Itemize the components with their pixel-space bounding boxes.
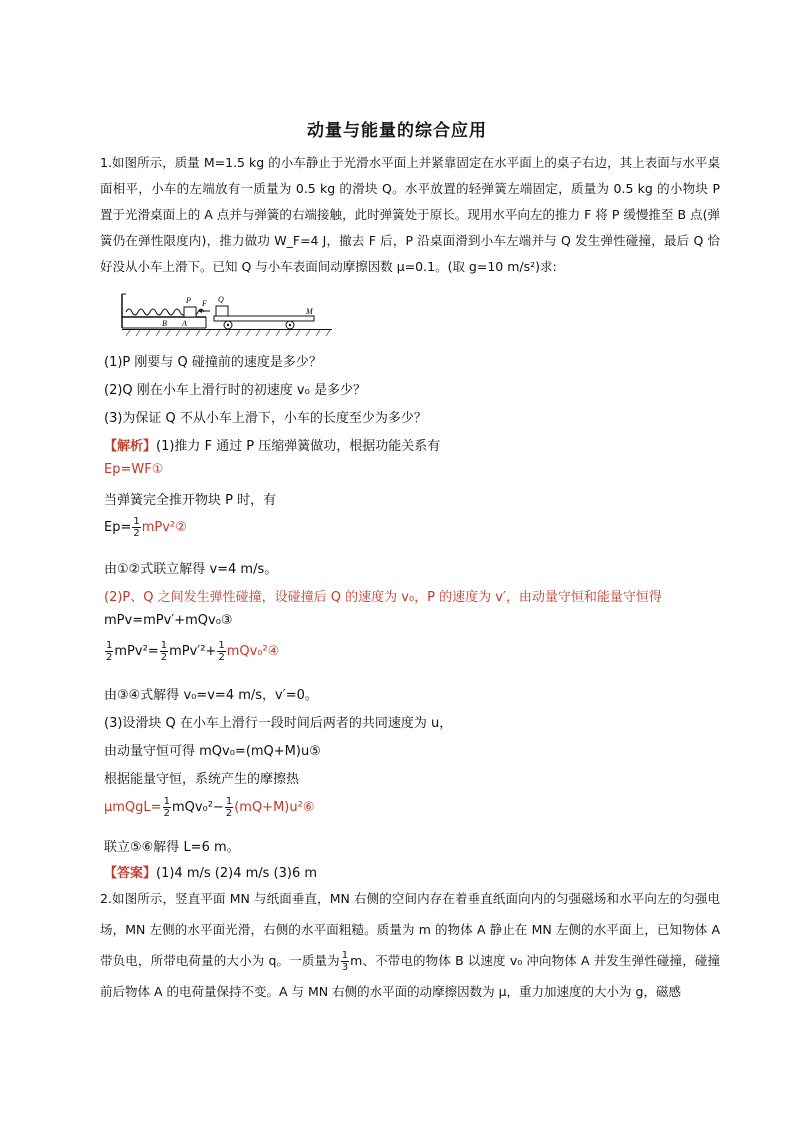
label-Q: Q bbox=[218, 295, 224, 304]
fraction-half: $\frac{1}{2}$ bbox=[225, 796, 233, 819]
analysis-step-5: 由③④式解得 v₀=v=4 m/s，v′=0。 bbox=[104, 688, 318, 703]
equation-1: Ep=WF① bbox=[104, 462, 164, 477]
fraction-half: $\frac{1}{2}$ bbox=[163, 796, 170, 819]
fraction-half: $\frac{1}{2}$ bbox=[106, 640, 113, 663]
equation-2-right: mPv²② bbox=[141, 520, 187, 535]
fraction-half: $\frac{1}{2}$ bbox=[160, 640, 168, 663]
analysis-step-1 bbox=[104, 435, 440, 454]
label-B: B bbox=[162, 319, 167, 328]
equation-3: mPv=mPv′+mQv₀③ bbox=[104, 613, 233, 628]
answer-line bbox=[104, 862, 317, 881]
analysis-step-7: 由动量守恒可得 mQv₀=(mQ+M)u⑤ bbox=[104, 744, 321, 759]
analysis-tag: 【解析】 bbox=[104, 439, 157, 454]
analysis-step-6: (3)设滑块 Q 在小车上滑行一段时间后两者的共同速度为 u， bbox=[104, 716, 453, 731]
problem1-statement: 1.如图所示，质量 M=1.5 kg 的小车静止于光滑水平面上并紧靠固定在水平面上的桌子右边，其上表面与水平桌面相平，小车的左端放有一质量为 0.5 kg 的滑块 Q。水平放置的轻弹簧左端固定，质量为 0.5 kg 的小物块 P 置于光滑桌面上的 A 点并与弹簧的右端接触，此时弹簧处于原长。现用水平向左的推力 F 将 P 缓慢推至 B 点(弹簧仍在弹性限度内)，推力做功 W_F=4 J，撤去 F 后，P 沿桌面滑到小车左端并与 Q 发生弹性碰撞，最后 Q 恰好没从小车上滑下。已知 Q 与小车表面间动摩擦因数 μ=0.1。(取 g=10 m/s²)求: bbox=[100, 155, 720, 274]
answer-tag: 【答案】 bbox=[104, 866, 157, 881]
equation-6: μmQgL= $\frac{1}{2}$ mQv₀²− $\frac{1}{2}$ (mQ+M)u²⑥ bbox=[104, 796, 315, 819]
analysis-text-1: (1)推力 F 通过 P 压缩弹簧做功，根据功能关系有 bbox=[156, 439, 441, 454]
label-A: A bbox=[182, 319, 187, 328]
label-P: P bbox=[186, 296, 191, 305]
analysis-step-2: 当弹簧完全推开物块 P 时，有 bbox=[104, 493, 277, 508]
problem2-statement: 2.如图所示，竖直平面 MN 与纸面垂直，MN 右侧的空间内存在着垂直纸面向内的匀强磁场和水平向左的匀强电场，MN 左侧的水平面光滑，右侧的水平面粗糙。质量为 m 的物体 A 静止在 MN 左侧的水平面上，已知物体 A 带负电，所带电荷量的大小为 q。一质量为 $\frac{1}{3}$ m、不带电的物体 B 以速度 v₀ 冲向物体 A 并发生弹性碰撞，碰撞前后物体 A 的电荷量保持不变。A 与 MN 右侧的水平面的动摩擦因数为 μ，重力加速度的大小为 g，磁感 bbox=[100, 891, 720, 999]
equation-2-left: Ep= bbox=[104, 520, 132, 535]
fraction-one-third: $\frac{1}{3}$ bbox=[341, 950, 349, 973]
analysis-step-9: 联立⑤⑥解得 L=6 m。 bbox=[104, 840, 240, 855]
analysis-step-8: 根据能量守恒，系统产生的摩擦热 bbox=[104, 772, 300, 787]
fraction-half: $\frac{1}{2}$ bbox=[218, 640, 225, 663]
analysis-step-3: 由①②式联立解得 v=4 m/s。 bbox=[104, 562, 278, 577]
fraction-half: $\frac{1}{2}$ bbox=[133, 516, 140, 539]
question-1: (1)P 刚要与 Q 碰撞前的速度是多少？ bbox=[104, 355, 322, 370]
question-3: (3)为保证 Q 不从小车上滑下，小车的长度至少为多少？ bbox=[104, 411, 427, 426]
question-2: (2)Q 刚在小车上滑行时的初速度 v₀ 是多少？ bbox=[104, 383, 366, 398]
problem1-figure bbox=[110, 290, 350, 338]
equation-2 bbox=[104, 516, 187, 539]
analysis-step-4-a: (2)P、Q 之间发生弹性碰撞，设碰撞后 Q 的速度为 v₀，P 的速度为 v′， bbox=[104, 590, 519, 605]
analysis-step-4-b: 由动量守恒和能量守恒得 bbox=[518, 590, 662, 605]
answer-text: (1)4 m/s (2)4 m/s (3)6 m bbox=[156, 866, 318, 881]
equation-4: $\frac{1}{2}$ mPv²= $\frac{1}{2}$ mPv′²+ $\frac{1}{2}$ mQv₀²④ bbox=[106, 640, 280, 663]
label-M: M bbox=[306, 307, 313, 316]
analysis-step-4 bbox=[104, 586, 662, 605]
page-title: 动量与能量的综合应用 bbox=[307, 121, 487, 141]
label-F: F bbox=[202, 299, 207, 308]
